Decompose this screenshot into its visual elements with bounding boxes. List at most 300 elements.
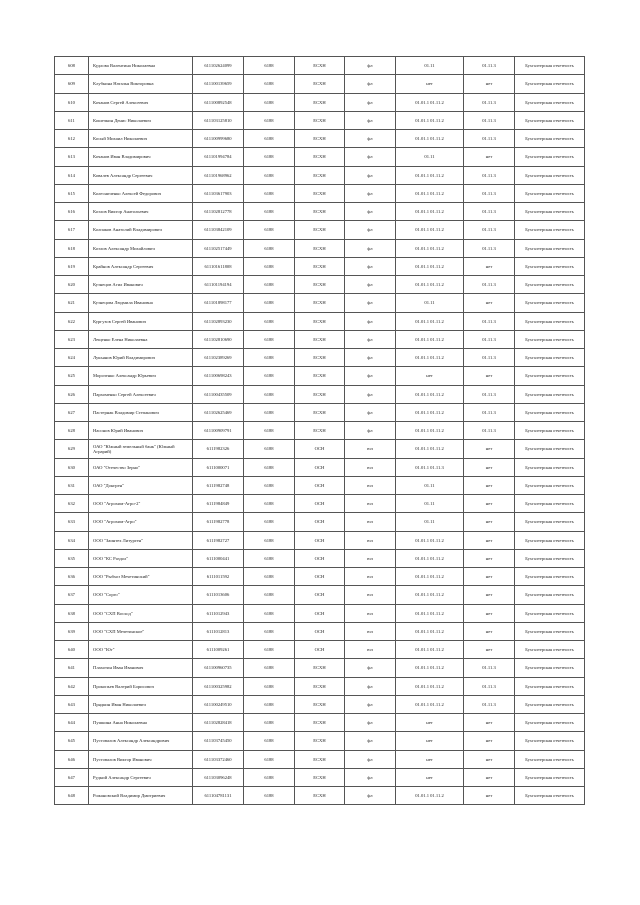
entity-type: фл <box>345 768 396 786</box>
report-type: Бухгалтерская отчетность <box>515 239 585 257</box>
entity-type: фл <box>345 714 396 732</box>
entity-type: фл <box>345 203 396 221</box>
row-number: 622 <box>55 312 89 330</box>
tax-regime: ЕСХН <box>295 330 345 348</box>
entity-type: фл <box>345 75 396 93</box>
primary-activity-code: нет <box>396 714 464 732</box>
taxpayer-name: ООО "Заинтех Литурген" <box>89 531 193 549</box>
report-type: Бухгалтерская отчетность <box>515 130 585 148</box>
table-row <box>55 148 585 166</box>
report-type: Бухгалтерская отчетность <box>515 403 585 421</box>
secondary-activity-code: нет <box>464 367 515 385</box>
taxpayer-name: Рудкий Александр Сергеевич <box>89 768 193 786</box>
primary-activity-code: 01.01.1 01.11.2 <box>396 184 464 202</box>
primary-activity-code: нет <box>396 768 464 786</box>
tax-regime: ЕСХН <box>295 677 345 695</box>
secondary-activity-code: нет <box>464 787 515 805</box>
entity-type: фл <box>345 57 396 75</box>
report-type: Бухгалтерская отчетность <box>515 476 585 494</box>
taxpayer-name: ОАО "Отечество Зерно" <box>89 458 193 476</box>
inn-value: 611103745450 <box>193 732 244 750</box>
table-row <box>55 641 585 659</box>
tax-regime: ЕСХН <box>295 367 345 385</box>
inn-value: 6111012813 <box>193 622 244 640</box>
taxpayer-name: ООО "Юг" <box>89 641 193 659</box>
tax-office-code: 6188 <box>244 549 295 567</box>
taxpayer-name: Пархоменко Сергей Алексеевич <box>89 385 193 403</box>
primary-activity-code: нет <box>396 732 464 750</box>
tax-regime: ОСН <box>295 513 345 531</box>
entity-type: фл <box>345 276 396 294</box>
row-number: 617 <box>55 221 89 239</box>
inn-value: 611103842109 <box>193 221 244 239</box>
taxpayer-name: Кудлова Валентина Николаевна <box>89 57 193 75</box>
inn-value: 611104781131 <box>193 787 244 805</box>
tax-regime: ЕСХН <box>295 221 345 239</box>
report-type: Бухгалтерская отчетность <box>515 203 585 221</box>
tax-office-code: 6188 <box>244 403 295 421</box>
tax-office-code: 6188 <box>244 531 295 549</box>
taxpayer-name: ООО "Сорго" <box>89 586 193 604</box>
secondary-activity-code: 01.11.3 <box>464 403 515 421</box>
secondary-activity-code: нет <box>464 732 515 750</box>
taxpayer-name: Ковалев Александр Сергеевич <box>89 166 193 184</box>
primary-activity-code: 01.01.1 01.11.2 <box>396 257 464 275</box>
tax-regime: ЕСХН <box>295 787 345 805</box>
inn-value: 6111000071 <box>193 458 244 476</box>
primary-activity-code: 01.11 <box>396 513 464 531</box>
inn-value: 611103617903 <box>193 184 244 202</box>
tax-regime: ЕСХН <box>295 750 345 768</box>
entity-type: фл <box>345 422 396 440</box>
table-row <box>55 440 585 458</box>
taxpayer-name: Прокопьев Валерий Борисович <box>89 677 193 695</box>
report-type: Бухгалтерская отчетность <box>515 312 585 330</box>
primary-activity-code: 01.01.1 01.11.2 <box>396 440 464 458</box>
primary-activity-code: 01.01.1 01.11.3 <box>396 458 464 476</box>
table-row <box>55 586 585 604</box>
row-number: 624 <box>55 349 89 367</box>
tax-regime: ЕСХН <box>295 312 345 330</box>
tax-office-code: 6188 <box>244 714 295 732</box>
primary-activity-code: 01.01.1 01.11.2 <box>396 531 464 549</box>
tax-office-code: 6188 <box>244 586 295 604</box>
inn-value: 611102624099 <box>193 57 244 75</box>
secondary-activity-code: нет <box>464 440 515 458</box>
tax-office-code: 6188 <box>244 659 295 677</box>
taxpayer-name: Насонов Юрий Иванович <box>89 422 193 440</box>
inn-value: 6111011592 <box>193 568 244 586</box>
row-number: 629 <box>55 440 89 458</box>
table-row <box>55 75 585 93</box>
taxpayer-name: ООО "Агрохим-Агро-2" <box>89 495 193 513</box>
entity-type: фл <box>345 659 396 677</box>
tax-regime: ЕСХН <box>295 276 345 294</box>
primary-activity-code: нет <box>396 75 464 93</box>
entity-type: юл <box>345 586 396 604</box>
report-type: Бухгалтерская отчетность <box>515 276 585 294</box>
row-number: 610 <box>55 93 89 111</box>
inn-value: 611101611808 <box>193 257 244 275</box>
entity-type: юл <box>345 604 396 622</box>
report-type: Бухгалтерская отчетность <box>515 440 585 458</box>
tax-regime: ОСН <box>295 549 345 567</box>
table-row <box>55 495 585 513</box>
primary-activity-code: 01.01.1 01.11.2 <box>396 695 464 713</box>
taxpayer-name: Рожановский Владимир Дмитриевич <box>89 787 193 805</box>
inn-value: 611103125810 <box>193 111 244 129</box>
taxpayer-name: Пустовалов Виктор Иванович <box>89 750 193 768</box>
report-type: Бухгалтерская отчетность <box>515 787 585 805</box>
primary-activity-code: 01.01.1 01.11.2 <box>396 604 464 622</box>
tax-regime: ЕСХН <box>295 239 345 257</box>
inn-value: 611102828418 <box>193 714 244 732</box>
taxpayer-name: ООО "Агрохим-Агро" <box>89 513 193 531</box>
report-type: Бухгалтерская отчетность <box>515 732 585 750</box>
taxpayer-name: Кузнецов Агил Иванович <box>89 276 193 294</box>
inn-value: 6111982727 <box>193 531 244 549</box>
tax-regime: ОСН <box>295 568 345 586</box>
taxpayer-name: Клубкина Наталья Викторовна <box>89 75 193 93</box>
tax-regime: ЕСХН <box>295 695 345 713</box>
entity-type: фл <box>345 257 396 275</box>
primary-activity-code: 01.01.1 01.11.2 <box>396 312 464 330</box>
taxpayer-name: Крайнов Александр Сергеевич <box>89 257 193 275</box>
table-row <box>55 677 585 695</box>
entity-type: фл <box>345 330 396 348</box>
primary-activity-code: 01.01.1 01.11.2 <box>396 568 464 586</box>
inn-value: 6111982326 <box>193 440 244 458</box>
registry-table-body <box>55 57 585 805</box>
row-number: 625 <box>55 367 89 385</box>
table-row <box>55 130 585 148</box>
report-type: Бухгалтерская отчетность <box>515 330 585 348</box>
table-row <box>55 330 585 348</box>
tax-office-code: 6188 <box>244 367 295 385</box>
inn-value: 611102893230 <box>193 312 244 330</box>
secondary-activity-code: 01.11.3 <box>464 422 515 440</box>
secondary-activity-code: 01.11.3 <box>464 166 515 184</box>
primary-activity-code: 01.01.1 01.11.2 <box>396 622 464 640</box>
entity-type: фл <box>345 111 396 129</box>
secondary-activity-code: 01.11.3 <box>464 93 515 111</box>
taxpayer-name: ОАО "Южный земельный банк" (Южный Аграрий) <box>89 440 193 458</box>
tax-office-code: 6188 <box>244 166 295 184</box>
secondary-activity-code: 01.11.3 <box>464 130 515 148</box>
table-row <box>55 458 585 476</box>
secondary-activity-code: нет <box>464 257 515 275</box>
row-number: 613 <box>55 148 89 166</box>
report-type: Бухгалтерская отчетность <box>515 257 585 275</box>
table-row <box>55 695 585 713</box>
table-row <box>55 549 585 567</box>
report-type: Бухгалтерская отчетность <box>515 714 585 732</box>
tax-regime: ЕСХН <box>295 732 345 750</box>
report-type: Бухгалтерская отчетность <box>515 148 585 166</box>
table-row <box>55 385 585 403</box>
secondary-activity-code: нет <box>464 476 515 494</box>
table-row <box>55 221 585 239</box>
tax-office-code: 6188 <box>244 695 295 713</box>
inn-value: 611100892548 <box>193 93 244 111</box>
inn-value: 6111012943 <box>193 604 244 622</box>
taxpayer-name: Кургузов Сергей Иванович <box>89 312 193 330</box>
row-number: 634 <box>55 531 89 549</box>
taxpayer-name: Косый Михаил Николаевич <box>89 130 193 148</box>
report-type: Бухгалтерская отчетность <box>515 531 585 549</box>
tax-office-code: 6188 <box>244 604 295 622</box>
primary-activity-code: 01.01.1 01.11.2 <box>396 403 464 421</box>
secondary-activity-code: 01.11.3 <box>464 349 515 367</box>
primary-activity-code: 01.01.1 01.11.2 <box>396 349 464 367</box>
secondary-activity-code: нет <box>464 75 515 93</box>
tax-regime: ЕСХН <box>295 403 345 421</box>
secondary-activity-code: нет <box>464 641 515 659</box>
table-row <box>55 57 585 75</box>
table-row <box>55 714 585 732</box>
table-row <box>55 239 585 257</box>
row-number: 641 <box>55 659 89 677</box>
entity-type: фл <box>345 166 396 184</box>
entity-type: фл <box>345 695 396 713</box>
row-number: 642 <box>55 677 89 695</box>
table-row <box>55 622 585 640</box>
tax-regime: ЕСХН <box>295 75 345 93</box>
taxpayer-name: Кошечкин Денис Николаевич <box>89 111 193 129</box>
taxpayer-name: ООО "Рыбхоз Мечетинский" <box>89 568 193 586</box>
entity-type: фл <box>345 750 396 768</box>
report-type: Бухгалтерская отчетность <box>515 349 585 367</box>
row-number: 611 <box>55 111 89 129</box>
entity-type: фл <box>345 787 396 805</box>
inn-value: 611103372460 <box>193 750 244 768</box>
row-number: 640 <box>55 641 89 659</box>
entity-type: фл <box>345 403 396 421</box>
secondary-activity-code: 01.11.3 <box>464 659 515 677</box>
table-row <box>55 93 585 111</box>
table-row <box>55 294 585 312</box>
secondary-activity-code: 01.11.3 <box>464 677 515 695</box>
secondary-activity-code: нет <box>464 495 515 513</box>
table-row <box>55 531 585 549</box>
tax-regime: ЕСХН <box>295 130 345 148</box>
inn-value: 611100909791 <box>193 422 244 440</box>
taxpayer-name: Кочанов Иван Владимирович <box>89 148 193 166</box>
tax-regime: ОСН <box>295 641 345 659</box>
row-number: 645 <box>55 732 89 750</box>
table-row <box>55 367 585 385</box>
table-row <box>55 166 585 184</box>
tax-office-code: 6188 <box>244 513 295 531</box>
report-type: Бухгалтерская отчетность <box>515 166 585 184</box>
tax-regime: ЕСХН <box>295 659 345 677</box>
inn-value: 611100249510 <box>193 695 244 713</box>
row-number: 636 <box>55 568 89 586</box>
secondary-activity-code: нет <box>464 714 515 732</box>
report-type: Бухгалтерская отчетность <box>515 768 585 786</box>
inn-value: 611100960735 <box>193 659 244 677</box>
row-number: 627 <box>55 403 89 421</box>
inn-value: 611100435509 <box>193 385 244 403</box>
entity-type: фл <box>345 184 396 202</box>
tax-regime: ЕСХН <box>295 148 345 166</box>
row-number: 633 <box>55 513 89 531</box>
secondary-activity-code: нет <box>464 513 515 531</box>
primary-activity-code: нет <box>396 367 464 385</box>
secondary-activity-code: нет <box>464 294 515 312</box>
secondary-activity-code: нет <box>464 148 515 166</box>
inn-value: 611100139659 <box>193 75 244 93</box>
tax-regime: ЕСХН <box>295 166 345 184</box>
entity-type: юл <box>345 641 396 659</box>
secondary-activity-code: 01.11.3 <box>464 111 515 129</box>
tax-office-code: 6188 <box>244 495 295 513</box>
primary-activity-code: 01.01.1 01.11.2 <box>396 641 464 659</box>
table-row <box>55 312 585 330</box>
secondary-activity-code: 01.11.3 <box>464 312 515 330</box>
row-number: 644 <box>55 714 89 732</box>
taxpayer-name: Прядкин Иван Николаевич <box>89 695 193 713</box>
inn-value: 611101994784 <box>193 148 244 166</box>
tax-regime: ЕСХН <box>295 184 345 202</box>
report-type: Бухгалтерская отчетность <box>515 586 585 604</box>
inn-value: 6111009261 <box>193 641 244 659</box>
primary-activity-code: 01.01.1 01.11.2 <box>396 422 464 440</box>
secondary-activity-code: нет <box>464 622 515 640</box>
taxpayer-name: Колпаков Анатолий Владимирович <box>89 221 193 239</box>
table-row <box>55 403 585 421</box>
tax-office-code: 6188 <box>244 750 295 768</box>
tax-office-code: 6188 <box>244 203 295 221</box>
primary-activity-code: 01.01.1 01.11.2 <box>396 549 464 567</box>
entity-type: фл <box>345 312 396 330</box>
primary-activity-code: 01.11 <box>396 476 464 494</box>
taxpayer-name: Плахотин Иван Иванович <box>89 659 193 677</box>
tax-office-code: 6188 <box>244 148 295 166</box>
secondary-activity-code: 01.11.3 <box>464 239 515 257</box>
entity-type: фл <box>345 385 396 403</box>
tax-regime: ОСН <box>295 622 345 640</box>
tax-office-code: 6188 <box>244 476 295 494</box>
table-row <box>55 184 585 202</box>
report-type: Бухгалтерская отчетность <box>515 367 585 385</box>
inn-value: 611102389269 <box>193 349 244 367</box>
primary-activity-code: 01.01.1 01.11.2 <box>396 677 464 695</box>
taxpayer-name: Кочанов Сергей Алексеевич <box>89 93 193 111</box>
tax-regime: ЕСХН <box>295 203 345 221</box>
table-row <box>55 768 585 786</box>
secondary-activity-code: нет <box>464 604 515 622</box>
secondary-activity-code: 01.11.3 <box>464 203 515 221</box>
primary-activity-code: 01.01.1 01.11.2 <box>396 221 464 239</box>
tax-office-code: 6188 <box>244 257 295 275</box>
inn-value: 611100698243 <box>193 367 244 385</box>
secondary-activity-code: нет <box>464 768 515 786</box>
tax-office-code: 6188 <box>244 677 295 695</box>
row-number: 616 <box>55 203 89 221</box>
secondary-activity-code: нет <box>464 458 515 476</box>
tax-regime: ОСН <box>295 531 345 549</box>
entity-type: фл <box>345 294 396 312</box>
primary-activity-code: 01.01.1 01.11.2 <box>396 330 464 348</box>
tax-office-code: 6188 <box>244 93 295 111</box>
inn-value: 611103096248 <box>193 768 244 786</box>
inn-value: 611102812778 <box>193 203 244 221</box>
table-row <box>55 111 585 129</box>
inn-value: 611101968962 <box>193 166 244 184</box>
tax-office-code: 6188 <box>244 130 295 148</box>
inn-value: 611100999680 <box>193 130 244 148</box>
entity-type: юл <box>345 622 396 640</box>
tax-regime: ЕСХН <box>295 111 345 129</box>
taxpayer-name: ООО "СХП Восход" <box>89 604 193 622</box>
inn-value: 611102517449 <box>193 239 244 257</box>
row-number: 646 <box>55 750 89 768</box>
tax-office-code: 6188 <box>244 349 295 367</box>
tax-regime: ЕСХН <box>295 385 345 403</box>
table-row <box>55 568 585 586</box>
tax-office-code: 6188 <box>244 184 295 202</box>
tax-office-code: 6188 <box>244 75 295 93</box>
tax-office-code: 6188 <box>244 239 295 257</box>
table-row <box>55 659 585 677</box>
entity-type: юл <box>345 495 396 513</box>
tax-regime: ЕСХН <box>295 93 345 111</box>
report-type: Бухгалтерская отчетность <box>515 604 585 622</box>
row-number: 631 <box>55 476 89 494</box>
row-number: 619 <box>55 257 89 275</box>
secondary-activity-code: 01.11.3 <box>464 57 515 75</box>
table-row <box>55 732 585 750</box>
tax-office-code: 6188 <box>244 768 295 786</box>
inn-value: 6111982748 <box>193 476 244 494</box>
row-number: 608 <box>55 57 89 75</box>
inn-value: 611100325982 <box>193 677 244 695</box>
row-number: 609 <box>55 75 89 93</box>
tax-office-code: 6188 <box>244 787 295 805</box>
tax-regime: ОСН <box>295 604 345 622</box>
tax-regime: ЕСХН <box>295 349 345 367</box>
row-number: 643 <box>55 695 89 713</box>
primary-activity-code: 01.01.1 01.11.2 <box>396 130 464 148</box>
inn-value: 611102625469 <box>193 403 244 421</box>
secondary-activity-code: нет <box>464 750 515 768</box>
table-row <box>55 276 585 294</box>
inn-value: 6111982778 <box>193 513 244 531</box>
entity-type: фл <box>345 239 396 257</box>
report-type: Бухгалтерская отчетность <box>515 385 585 403</box>
tax-office-code: 6188 <box>244 111 295 129</box>
row-number: 614 <box>55 166 89 184</box>
report-type: Бухгалтерская отчетность <box>515 294 585 312</box>
row-number: 618 <box>55 239 89 257</box>
table-row <box>55 349 585 367</box>
entity-type: юл <box>345 458 396 476</box>
taxpayer-name: Кузнецова Людмила Ивановна <box>89 294 193 312</box>
tax-office-code: 6188 <box>244 294 295 312</box>
taxpayer-name: Пушкина Анна Николаевна <box>89 714 193 732</box>
primary-activity-code: 01.01.1 01.11.2 <box>396 166 464 184</box>
secondary-activity-code: нет <box>464 586 515 604</box>
primary-activity-code: 01.11 <box>396 495 464 513</box>
tax-regime: ЕСХН <box>295 57 345 75</box>
table-row <box>55 203 585 221</box>
tax-office-code: 6188 <box>244 622 295 640</box>
report-type: Бухгалтерская отчетность <box>515 458 585 476</box>
row-number: 637 <box>55 586 89 604</box>
tax-office-code: 6188 <box>244 57 295 75</box>
inn-value: 6111984849 <box>193 495 244 513</box>
